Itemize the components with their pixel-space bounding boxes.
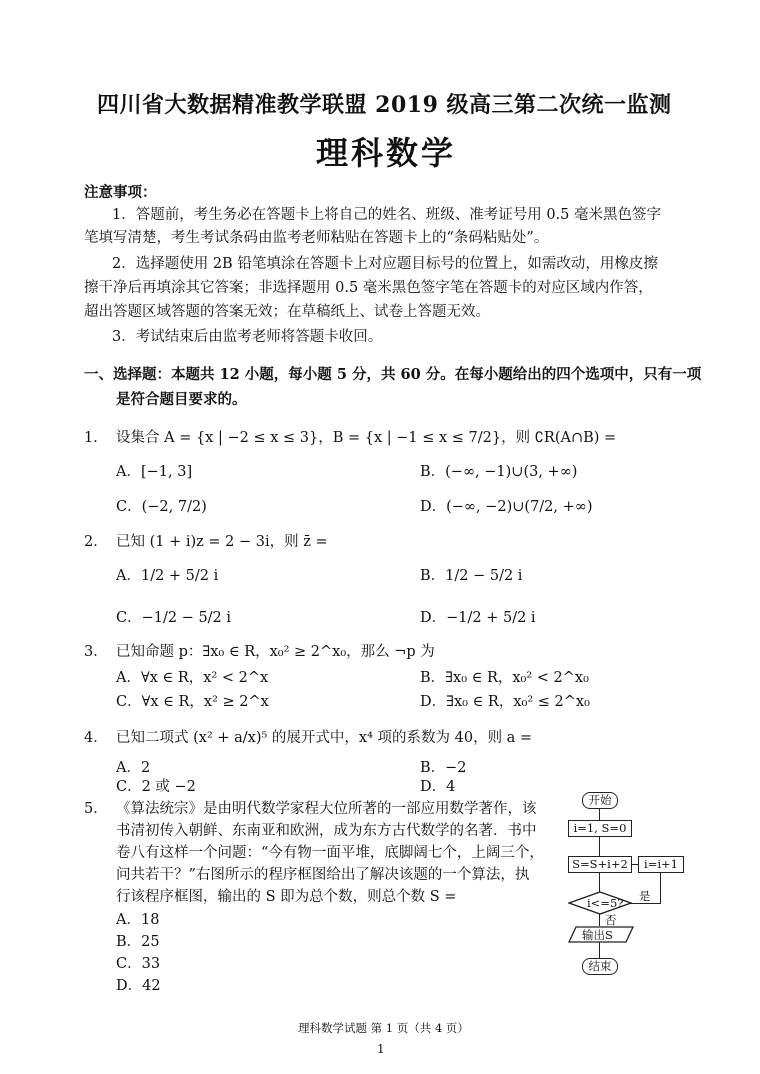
flow-yes-label: 是 [639,889,651,903]
q1-option-b: B．(−∞, −1)∪(3, +∞) [420,464,578,480]
q5-line-2: 书清初传入朝鲜、东南亚和欧洲，成为东方古代数学的名著．书中 [116,823,537,839]
q1-stem: 设集合 A = {x | −2 ≤ x ≤ 3}，B = {x | −1 ≤ x ≤ 7/2}，则 ∁R(A∩B) = [116,430,617,446]
subject-title: 理科数学 [316,134,457,172]
q5-option-b: B．25 [116,934,160,950]
page-number: 1 [377,1042,385,1056]
page-footer: 理科数学试题 第 1 页（共 4 页） [298,1021,469,1035]
exam-title: 四川省大数据精准教学联盟 2019 级高三第二次统一监测 [97,92,672,118]
flow-no-label: 否 [605,913,617,927]
q1-number: 1． [84,430,108,446]
note-1-line-1: 1．答题前，考生务必在答题卡上将自己的姓名、班级、准考证号用 0.5 毫米黑色签字 [112,207,662,223]
note-2-line-1: 2．选择题使用 2B 铅笔填涂在答题卡上对应题目标号的位置上，如需改动，用橡皮擦 [112,256,658,272]
q4-option-b: B．−2 [420,760,467,776]
flow-start: 开始 [582,792,618,809]
note-3: 3．考试结束后由监考老师将答题卡收回。 [112,329,383,345]
q2-option-b: B．1/2 − 5/2 i [420,568,523,584]
q3-option-b: B．∃x₀ ∈ R，x₀² < 2^x₀ [420,670,589,686]
section-heading-line-1: 一、选择题：本题共 12 小题，每小题 5 分，共 60 分。在每小题给出的四个选项中，只有一项 [84,366,702,383]
section-heading-line-2: 是符合题目要求的。 [116,391,247,408]
notes-heading: 注意事项： [84,184,157,201]
q3-option-a: A．∀x ∈ R，x² < 2^x [116,670,269,686]
q5-line-3: 卷八有这样一个问题：“今有物一面平堆，底脚阔七个，上阔三个， [116,845,544,861]
note-1-line-2: 笔填写清楚，考生考试条码由监考老师粘贴在答题卡上的“条码粘贴处”。 [84,230,549,246]
q4-option-d: D．4 [420,779,456,795]
q2-stem: 已知 (1 + i)z = 2 − 3i，则 z̄ = [116,534,328,550]
flow-update: S=S+i+2 [568,856,632,873]
q5-line-1: 《算法统宗》是由明代数学家程大位所著的一部应用数学著作，该 [116,801,537,817]
q1-option-a: A．[−1, 3] [116,464,193,480]
note-2-line-3: 超出答题区域答题的答案无效；在草稿纸上、试卷上答题无效。 [84,304,490,320]
flow-init: i=1, S=0 [568,820,632,837]
q5-line-4: 问共若干？”右图所示的程序框图给出了解决该题的一个算法，执 [116,867,530,883]
q3-stem: 已知命题 p：∃x₀ ∈ R，x₀² ≥ 2^x₀，那么 ¬p 为 [116,644,435,660]
q4-option-c: C．2 或 −2 [116,779,196,795]
q3-option-d: D．∃x₀ ∈ R，x₀² ≤ 2^x₀ [420,694,590,710]
flow-line [599,836,600,856]
q5-option-c: C．33 [116,956,161,972]
q5-option-a: A．18 [116,912,160,928]
flow-increment: i=i+1 [638,856,684,873]
flow-line [599,914,600,926]
q1-option-d: D．(−∞, −2)∪(7/2, +∞) [420,499,593,515]
flow-line [599,942,600,958]
flow-line [660,872,661,904]
flow-line [599,872,600,892]
flow-end: 结束 [582,958,618,975]
q1-option-c: C．(−2, 7/2) [116,499,207,515]
note-2-line-2: 擦干净后再填涂其它答案；非选择题用 0.5 毫米黑色签字笔在答题卡的对应区域内作答， [84,280,653,296]
q2-option-c: C．−1/2 − 5/2 i [116,610,232,626]
q2-number: 2． [84,534,108,550]
q4-option-a: A．2 [116,760,151,776]
q4-number: 4． [84,730,108,746]
q5-line-5: 行该程序框图，输出的 S 即为总个数，则总个数 S = [116,889,457,905]
q3-option-c: C．∀x ∈ R，x² ≥ 2^x [116,694,269,710]
q5-option-d: D．42 [116,978,161,994]
flow-output-text: 输出S [582,928,613,942]
q4-stem: 已知二项式 (x² + a/x)⁵ 的展开式中，x⁴ 项的系数为 40，则 a = [116,730,533,746]
q2-option-a: A．1/2 + 5/2 i [116,568,219,584]
q2-option-d: D．−1/2 + 5/2 i [420,610,536,626]
q3-number: 3． [84,644,108,660]
q5-number: 5． [84,801,108,817]
flow-condition-text: i<=5? [587,896,624,910]
